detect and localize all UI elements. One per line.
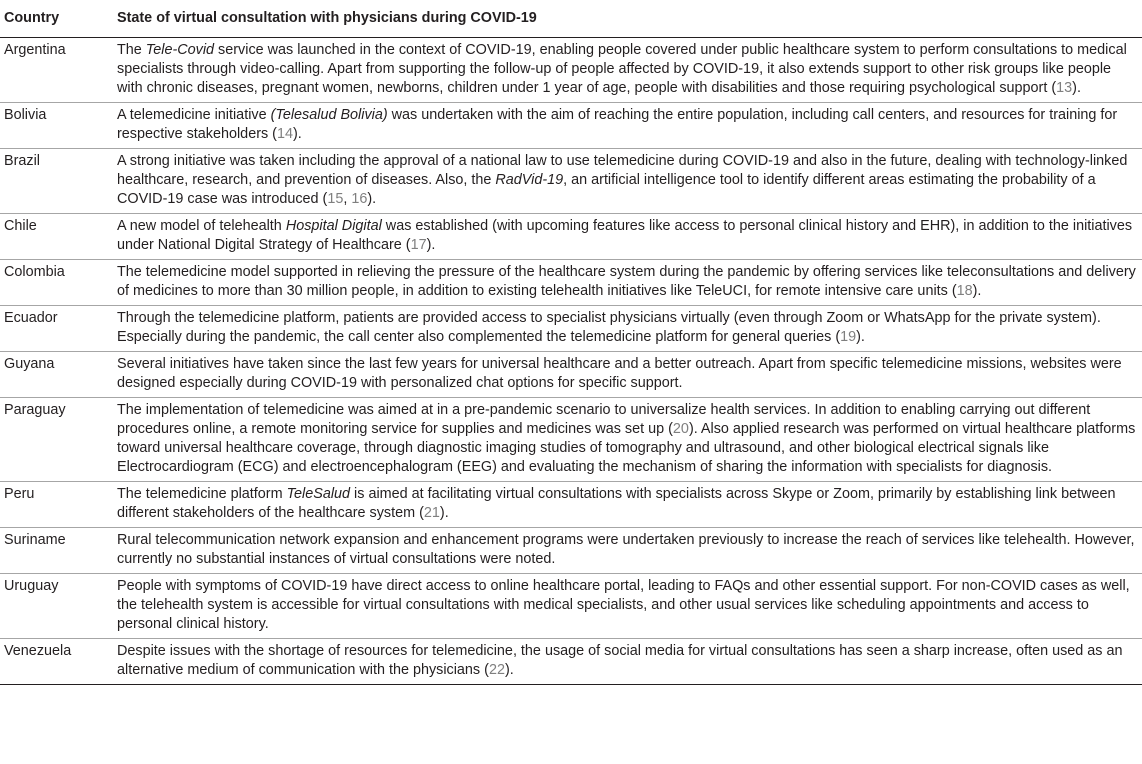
description-text: Several initiatives have taken since the last few years for universal healthcare and a better outreach. Apart from specific telemedicine missions, websites were designed especially during COVID-19 with personalized chat options for specific support. <box>117 356 1122 391</box>
reference-link[interactable]: 14 <box>276 126 293 142</box>
description-cell <box>117 352 1142 398</box>
description-text: ). <box>972 283 982 299</box>
description-text: A strong initiative was taken including the approval of a national law to use telemedicine during COVID-19 and also in the future, dealing with technology-linked healthcare, research, and prevention of diseases. Also, the <box>117 153 1128 188</box>
reference-link[interactable]: 17 <box>410 237 427 253</box>
description-text: ). <box>439 505 449 521</box>
italic-program-name: Hospital Digital <box>285 218 382 234</box>
description-cell <box>117 103 1142 149</box>
description-text: was undertaken with the aim of reaching the entire population, including call centers, and resources for training for respective stakeholders ( <box>117 107 1118 142</box>
description-text: The implementation of telemedicine was aimed at in a pre-pandemic scenario to universalize health services. In addition to enabling carrying out different procedures online, a remote monitoring service for supplies and medicines was set up ( <box>117 402 1091 437</box>
italic-program-name: Tele-Covid <box>145 42 215 58</box>
description-text: was established (with upcoming features like access to personal clinical history and EHR), in addition to the initiatives under National Digital Strategy of Healthcare ( <box>117 218 1133 253</box>
reference-link[interactable]: 21 <box>423 505 440 521</box>
description-cell <box>117 214 1142 260</box>
country-cell: Suriname <box>0 528 117 574</box>
description-cell <box>117 574 1142 639</box>
description-text: , <box>343 191 352 207</box>
description-text: The telemedicine platform <box>117 486 287 502</box>
table-body <box>0 38 1142 685</box>
reference-link[interactable]: 16 <box>351 191 368 207</box>
state-column-header: State of virtual consultation with physicians during COVID-19 <box>117 0 1142 38</box>
table-row <box>0 103 1142 149</box>
table-row <box>0 639 1142 685</box>
description-text: ). Also applied research was performed on virtual healthcare platforms toward universal healthcare coverage, through diagnostic imaging studies of tomography and ultrasound, and other biological electrical signals like Electrocardiogram (ECG) and electroencephalogram (EEG) and evaluating the mechanism of sharing the information with specialists for diagnosis. <box>117 421 1136 475</box>
description-text: Despite issues with the shortage of resources for telemedicine, the usage of social media for virtual consultations has seen a sharp increase, often used as an alternative medium of communication with the physicians ( <box>117 643 1123 678</box>
table-row <box>0 574 1142 639</box>
description-text: A telemedicine initiative <box>117 107 271 123</box>
country-cell: Venezuela <box>0 639 117 685</box>
description-text: ). <box>1072 80 1081 96</box>
table-row <box>0 260 1142 306</box>
reference-link[interactable]: 19 <box>840 329 857 345</box>
reference-link[interactable]: 18 <box>956 283 973 299</box>
description-cell <box>117 398 1142 482</box>
table-row <box>0 528 1142 574</box>
country-cell: Chile <box>0 214 117 260</box>
description-text: , an artificial intelligence tool to identify different areas estimating the probability of a COVID-19 case was introduced ( <box>117 172 1096 207</box>
reference-link[interactable]: 15 <box>327 191 344 207</box>
description-cell <box>117 482 1142 528</box>
country-cell: Bolivia <box>0 103 117 149</box>
description-cell <box>117 306 1142 352</box>
table-row <box>0 482 1142 528</box>
description-text: People with symptoms of COVID-19 have direct access to online healthcare portal, leading to FAQs and other essential support. For non-COVID cases as well, the telehealth system is accessible for virtual consultations with medical specialists, and other usual services like scheduling appointments and access to personal clinical history. <box>117 578 1130 632</box>
country-cell: Paraguay <box>0 398 117 482</box>
country-cell: Colombia <box>0 260 117 306</box>
reference-link[interactable]: 20 <box>672 421 689 437</box>
country-cell: Peru <box>0 482 117 528</box>
description-text: The <box>117 42 146 58</box>
description-cell <box>117 639 1142 685</box>
description-text: ). <box>426 237 436 253</box>
country-column-header: Country <box>0 0 117 38</box>
italic-program-name: RadVid-19 <box>495 172 564 188</box>
description-text: service was launched in the context of COVID-19, enabling people covered under public healthcare system to perform consultations to medical specialists through video-calling. Apart from supporting the follow-up of people affected by COVID-19, it also extends support to other risk groups like people with chronic diseases, pregnant women, newborns, children under 1 year of age, people with disabilities and those requiring psychological support ( <box>117 42 1127 96</box>
table-row <box>0 149 1142 214</box>
description-text: ). <box>504 662 514 678</box>
description-cell <box>117 149 1142 214</box>
country-cell: Argentina <box>0 38 117 103</box>
italic-program-name: TeleSalud <box>286 486 351 502</box>
country-cell: Uruguay <box>0 574 117 639</box>
country-cell: Guyana <box>0 352 117 398</box>
table-row <box>0 352 1142 398</box>
table-row <box>0 38 1142 103</box>
description-cell <box>117 38 1142 103</box>
description-text: Through the telemedicine platform, patients are provided access to specialist physicians virtually (even through Zoom or WhatsApp for the private system). Especially during the pandemic, the call center also complemented the telemedicine platform for general queries ( <box>117 310 1101 345</box>
description-cell <box>117 260 1142 306</box>
reference-link[interactable]: 22 <box>488 662 505 678</box>
description-text: Rural telecommunication network expansion and enhancement programs were undertaken previously to increase the reach of services like telehealth. However, currently no substantial instances of virtual consultations were noted. <box>117 532 1135 567</box>
description-text: is aimed at facilitating virtual consultations with specialists across Skype or Zoom, primarily by establishing link between different stakeholders of the healthcare system ( <box>117 486 1116 521</box>
country-cell: Ecuador <box>0 306 117 352</box>
table-row <box>0 214 1142 260</box>
reference-link[interactable]: 13 <box>1056 80 1073 96</box>
italic-program-name: (Telesalud Bolivia) <box>270 107 388 123</box>
description-text: The telemedicine model supported in relieving the pressure of the healthcare system during the pandemic by offering services like teleconsultations and delivery of medicines to more than 30 million people, in addition to existing telehealth initiatives like TeleUCI, for remote intensive care units ( <box>117 264 1136 299</box>
description-text: A new model of telehealth <box>117 218 286 234</box>
description-text: ). <box>293 126 302 142</box>
description-text: ). <box>856 329 865 345</box>
description-text: ). <box>367 191 377 207</box>
table-row <box>0 398 1142 482</box>
country-cell: Brazil <box>0 149 117 214</box>
table-header-row <box>0 0 1142 38</box>
description-cell <box>117 528 1142 574</box>
table-row <box>0 306 1142 352</box>
